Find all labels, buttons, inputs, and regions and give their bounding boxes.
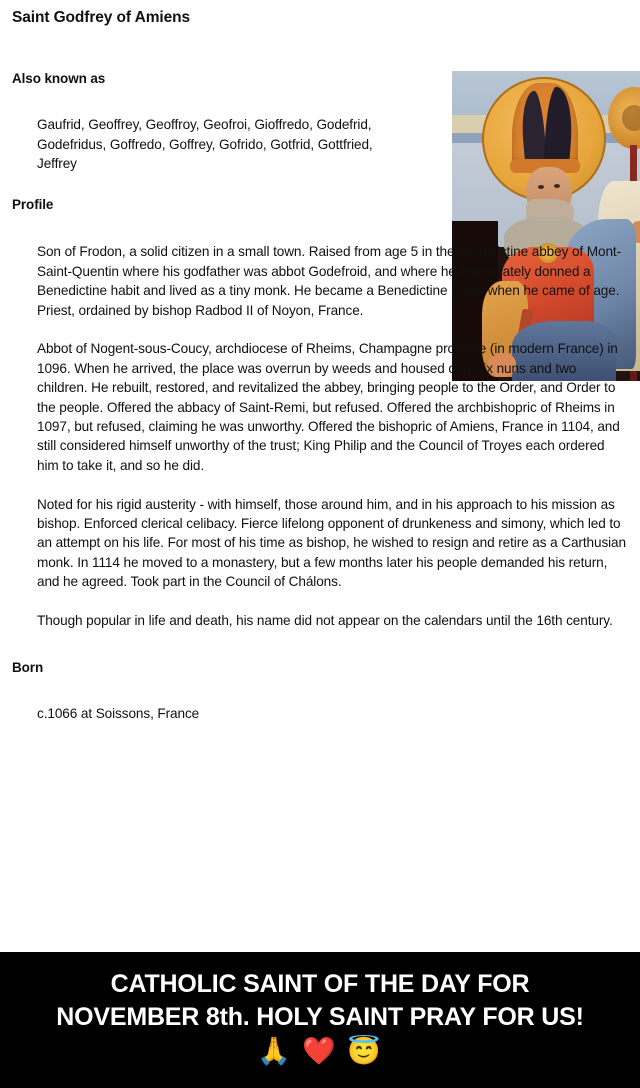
section-heading-also-known-as: Also known as xyxy=(12,71,106,87)
profile-paragraph-2: Abbot of Nogent-sous-Coucy, archdiocese of Rheims, Champagne province (in modern France) in 1096. When he arrived, the place was overrun by weeds and housed only six nuns and two children. He rebuilt, restored, and revitalized the abbey, bringing people to the Order, and Order to the people. Offered the abbacy of Saint-Remi, but refused. Offered the archbishopric of Rheims in 1097, but refused, claiming he was unworthy. Offered the bishopric of Amiens, France in 1104, and still considered himself unworthy of the trust; King Philip and the Council of Troyes each ordered him to take it, and so he did. xyxy=(37,341,620,473)
profile-paragraph-1: Son of Frodon, a solid citizen in a small town. Raised from age 5 in the Benedictine abbey of Mont-Saint-Quentin where his godfather was abbot Godefroid, and where he immediately donned a Benedictine habit and lived as a tiny monk. He became a Benedictine monk when he came of age. Priest, ordained by bishop Radbod II of Noyon, France. xyxy=(37,244,622,318)
page-title: Saint Godfrey of Amiens xyxy=(12,9,190,26)
profile-paragraph-4: Though popular in life and death, his name did not appear on the calendars until the 16th century. xyxy=(37,613,613,629)
section-heading-born: Born xyxy=(12,660,44,676)
footer-line-1: CATHOLIC SAINT OF THE DAY FOR xyxy=(110,970,530,998)
profile-paragraph-3: Noted for his rigid austerity - with himself, those around him, and in his approach to his mission as bishop. Enforced clerical celibacy. Fierce lifelong opponent of drunkeness and simony, which led to an attempt on his life. For most of his time as bishop, he wished to resign and retire as a Carthusian monk. In 1114 he moved to a monastery, but a few months later his people demanded his return, and he agreed. Took part in the Council of Chálons. xyxy=(37,496,626,590)
born-body: c.1066 at Soissons, France xyxy=(37,706,200,722)
footer-banner xyxy=(0,952,640,1088)
profile-body xyxy=(12,214,628,630)
footer-emoji-row: 🙏 ❤️ 😇 xyxy=(257,1036,383,1066)
footer-line-2: NOVEMBER 8th. HOLY SAINT PRAY FOR US! xyxy=(56,1003,584,1031)
section-heading-profile: Profile xyxy=(12,197,54,213)
also-known-as-list: Gaufrid, Geoffrey, Geoffroy, Geofroi, Gioffredo, Godefrid, Godefridus, Goffredo, Goffrey, Gofrido, Gotfrid, Gottfried, Jeffrey xyxy=(37,117,373,172)
